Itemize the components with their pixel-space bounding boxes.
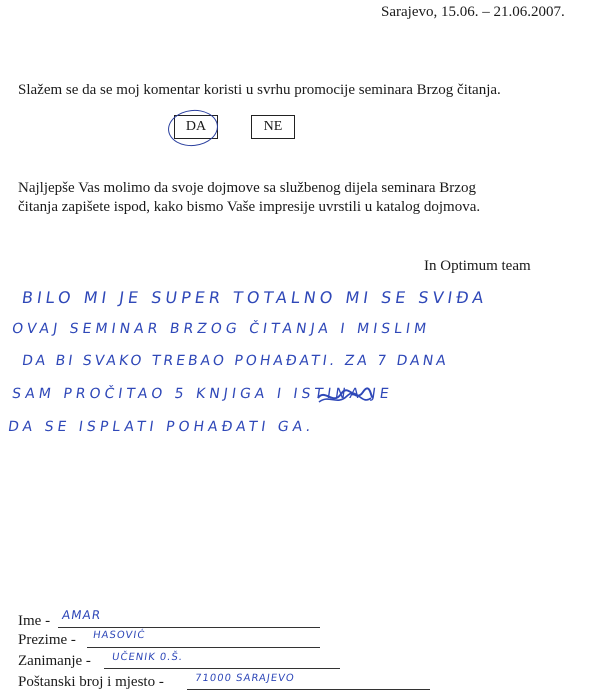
postal-underline (187, 689, 430, 690)
surname-label: Prezime - (18, 632, 76, 648)
request-line-1: Najljepše Vas molimo da svoje dojmove sa službenog dijela seminara Brzog (18, 180, 476, 196)
comment-line-3: DA BI SVAKO TREBAO POHAĐATI. ZA 7 DANA (20, 353, 450, 369)
occupation-underline (104, 668, 340, 669)
name-value[interactable]: AMAR (61, 608, 103, 622)
no-checkbox[interactable] (251, 115, 295, 139)
no-label: NE (263, 119, 283, 134)
comment-line-1: BILO MI JE SUPER TOTALNO MI SE SVIĐA (20, 288, 489, 307)
yes-selected-circle (166, 107, 219, 148)
consent-statement: Slažem se da se moj komentar koristi u svrhu promocije seminara Brzog čitanja. (18, 82, 501, 98)
comment-line-4: SAM PROČITAO 5 KNJIGA I ISTINA JE (10, 386, 394, 402)
team-signature: In Optimum team (424, 258, 531, 274)
postal-value[interactable]: 71000 SARAJEVO (194, 673, 296, 684)
surname-underline (87, 647, 320, 648)
comment-line-5: DA SE ISPLATI POHAĐATI GA. (6, 419, 316, 435)
request-line-2: čitanja zapišete ispod, kako bismo Vaše impresije uvrstili u katalog dojmova. (18, 199, 481, 215)
place-date: Sarajevo, 15.06. – 21.06.2007. (381, 4, 565, 20)
name-label: Ime - (18, 613, 51, 629)
occupation-value[interactable]: UČENIK 0.Š. (111, 652, 184, 663)
name-underline (58, 627, 320, 628)
occupation-label: Zanimanje - (18, 653, 91, 669)
crossed-out-word (315, 384, 375, 410)
comment-line-2: OVAJ SEMINAR BRZOG ČITANJA I MISLIM (10, 321, 432, 337)
postal-label: Poštanski broj i mjesto - (18, 674, 164, 690)
yes-label: DA (185, 119, 207, 134)
surname-value[interactable]: HASOVIĆ (92, 630, 146, 641)
